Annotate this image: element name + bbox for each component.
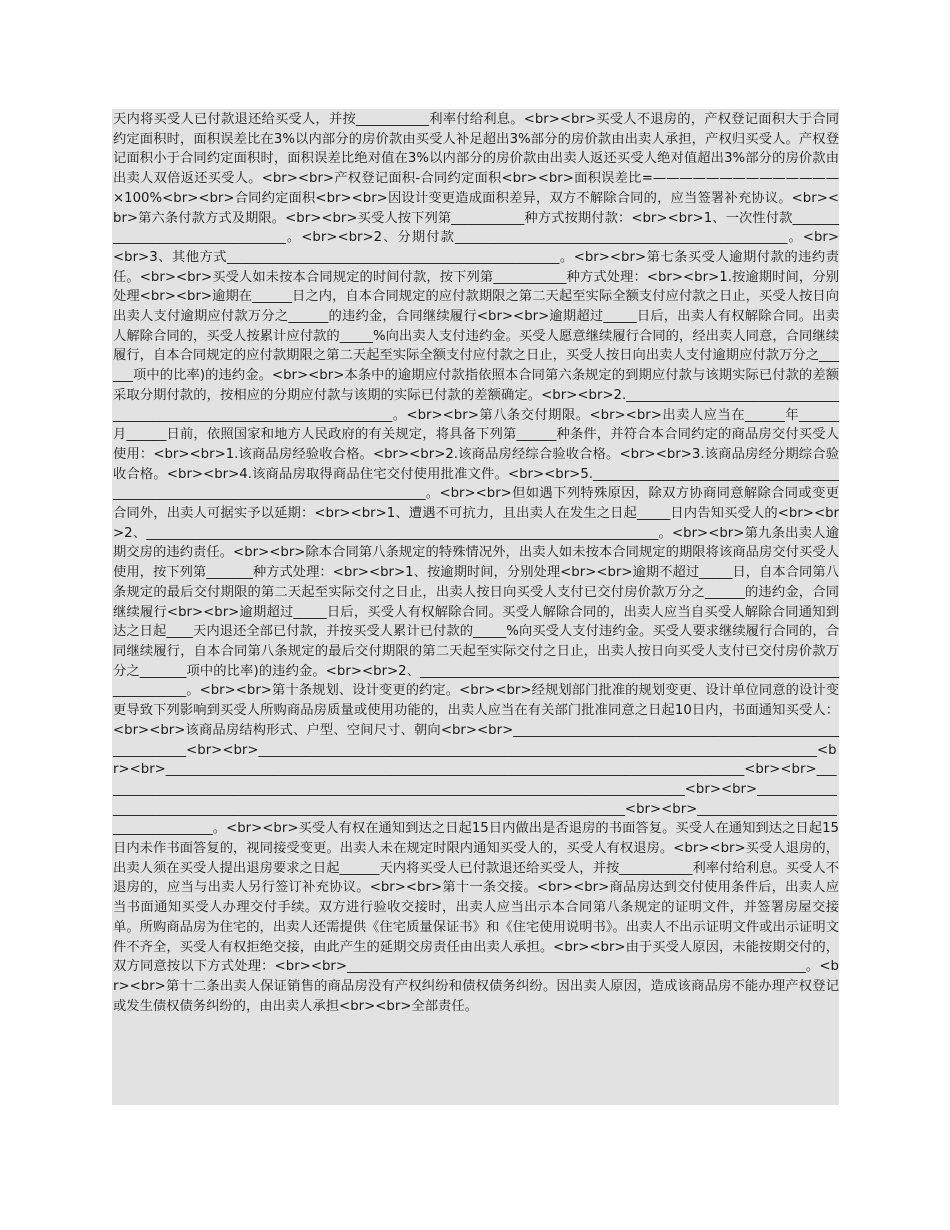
document-text-block [112, 109, 839, 1105]
contract-body-text: 天内将买受人已付款退还给买受人，并按___________利率付给利息。<br><br>买受人不退房的，产权登记面积大于合同约定面积时，面积误差比在3%以内部分的房价款由买受人补足超出3%部分的房价款由出卖人承担，产权归买受人。产权登记面积小于合同约定面积时，面积误差比绝对值在3%以内部分的房价款由出卖人返还买受人绝对值超出3%部分的房价款由出卖人双倍返还买受人。<br><br>产权登记面积-合同约定面积<br><br>面积误差比=——————————————×100%<br><br>合同约定面积<br><br>因设计变更造成面积差异，双方不解除合同的，应当签署补充协议。<br><br>第六条付款方式及期限。<br><br>买受人按下列第___________种方式按期付款：<br><br>1、一次性付款_________________________________。<br><br>2、分期付款__________________________________________________。<br><br>3、其他方式__________________________________________________。<br><br>第七条买受人逾期付款的违约责任。<br><br>买受人如未按本合同规定的时间付款，按下列第___________种方式处理：<br><br>1.按逾期时间，分别处理<br><br>逾期在______日之内，自本合同规定的应付款期限之第二天起至实际全额支付应付款之日止，买受人按日向出卖人支付逾期应付款万分之______的违约金，合同继续履行<br><br>逾期超过_____日后，出卖人有权解除合同。出卖人解除合同的，买受人按累计应付款的_____%向出卖人支付违约金。买受人愿意继续履行合同的，经出卖人同意，合同继续履行，自本合同规定的应付款期限之第二天起至实际全额支付应付款之日止，买受人按日向出卖人支付逾期应付款万分之______项中的比率)的违约金。<br><br>本条中的逾期应付款指依照本合同第六条规定的到期应付款与该期实际已付款的差额采取分期付款的，按相应的分期应付款与该期的实际已付款的差额确定。<br><br>2.__________________________________________________________________________。<br><br>第八条交付期限。<br><br>出卖人应当在______年______月______日前，依照国家和地方人民政府的有关规定，将具备下列第______种条件，并符合本合同约定的商品房交付买受人使用：<br><br>1.该商品房经验收合格。<br><br>2.该商品房经综合验收合格。<br><br>3.该商品房经分期综合验收合格。<br><br>4.该商品房取得商品住宅交付使用批准文件。<br><br>5.____________________________________________________________________________________。<br><br>但如遇下列特殊原因，除双方协商同意解除合同或变更合同外，出卖人可据实予以延期：<br><br>1、遭遇不可抗力，且出卖人在发生之日起_____日内告知买受人的<br><br>2、_____________________________________________________________________________。<br><br>第九条出卖人逾期交房的违约责任。<br><br>除本合同第八条规定的特殊情况外，出卖人如未按本合同规定的期限将该商品房交付买受人使用，按下列第_______种方式处理：<br><br>1、按逾期时间，分别处理<br><br>逾期不超过_____日，自本合同第八条规定的最后交付期限的第二天起至实际交付之日止，出卖人按日向买受人支付已交付房价款万分之______的违约金，合同继续履行<br><br>逾期超过_____日后，买受人有权解除合同。买受人解除合同的，出卖人应当自买受人解除合同通知到达之日起____天内退还全部已付款，并按买受人累计已付款的_____%向买受人支付违约金。买受人要求继续履行合同的，合同继续履行，自本合同第八条规定的最后交付期限的第二天起至实际交付之日止，出卖人按日向买受人支付已交付房价款万分之_______项中的比率)的违约金。<br><br>2、__________________________________________________________________________。<br><br>第十条规划、设计变更的约定。<br><br>经规划部门批准的规划变更、设计单位同意的设计变更导致下列影响到买受人所购商品房质量或使用功能的，出卖人应当在有关部门批准同意之日起10日内，书面通知买受人：<br><br>该商品房结构形式、户型、空间尺寸、朝向<br><br>____________________________________________________________<br><br>____________________________________________________________________________________<br><br>_______________________________________________________________________________________<br><br>_________________________________________________________________________________________<br><br>_________________________________________________________________________________________<br><br>____________________________________。<br><br>买受人有权在通知到达之日起15日内做出是否退房的书面答复。买受人在通知到达之日起15日内未作书面答复的，视同接受变更。出卖人未在规定时限内通知买受人的，买受人有权退房。<br><br>买受人退房的，出卖人须在买受人提出退房要求之日起______天内将买受人已付款退还给买受人，并按___________利率付给利息。买受人不退房的，应当与出卖人另行签订补充协议。<br><br>第十一条交接。<br><br>商品房达到交付使用条件后，出卖人应当书面通知买受人办理交付手续。双方进行验收交接时，出卖人应当出示本合同第八条规定的证明文件，并签署房屋交接单。所购商品房为住宅的，出卖人还需提供《住宅质量保证书》和《住宅使用说明书》。出卖人不出示证明文件或出示证明文件不齐全，买受人有权拒绝交接，由此产生的延期交房责任由出卖人承担。<br><br>由于买受人原因，未能按期交付的，双方同意按以下方式处理：<br><br>_____________________________________________________________________。<br><br>第十二条出卖人保证销售的商品房没有产权纠纷和债权债务纠纷。因出卖人原因，造成该商品房不能办理产权登记或发生债权债务纠纷的，由出卖人承担<br><br>全部责任。 [113, 112, 839, 1014]
